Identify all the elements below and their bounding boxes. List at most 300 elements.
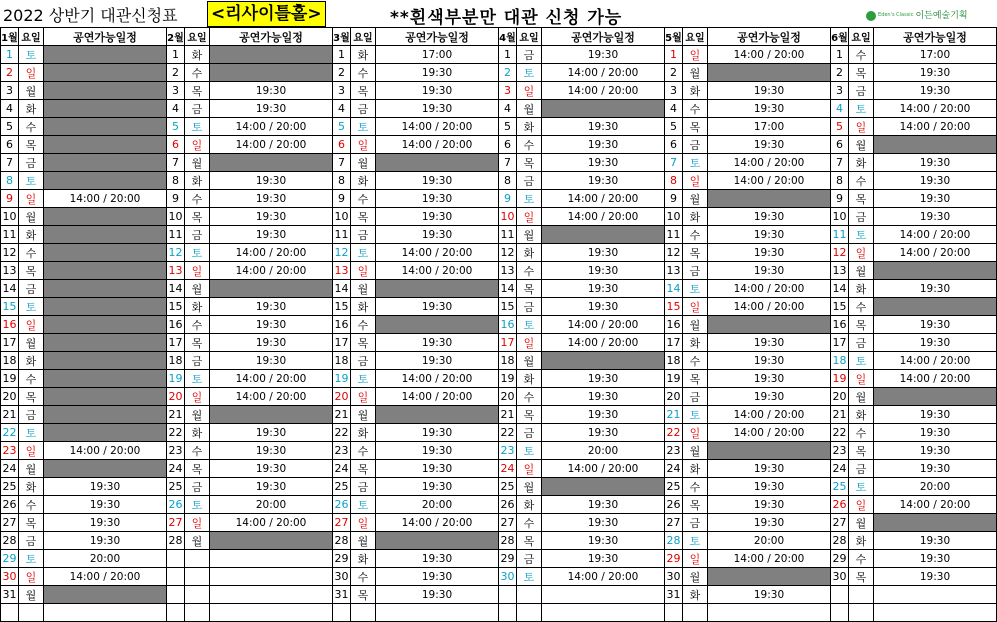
schedule-cell[interactable]: 19:30 bbox=[376, 460, 499, 478]
weekday-cell: 수 bbox=[683, 226, 708, 244]
schedule-cell[interactable]: 14:00 / 20:00 bbox=[542, 190, 665, 208]
schedule-cell[interactable]: 19:30 bbox=[874, 82, 997, 100]
schedule-cell[interactable]: 20:00 bbox=[376, 496, 499, 514]
table-row bbox=[1, 388, 167, 406]
month-3-table bbox=[332, 27, 499, 622]
schedule-cell[interactable]: 14:00 / 20:00 bbox=[376, 262, 499, 280]
table-row bbox=[333, 280, 499, 298]
schedule-cell[interactable]: 19:30 bbox=[542, 406, 665, 424]
schedule-cell[interactable]: 19:30 bbox=[210, 208, 333, 226]
schedule-cell[interactable]: 14:00 / 20:00 bbox=[708, 280, 831, 298]
schedule-cell[interactable]: 14:00 / 20:00 bbox=[44, 190, 167, 208]
schedule-cell[interactable]: 14:00 / 20:00 bbox=[708, 46, 831, 64]
day-number: 27 bbox=[333, 514, 351, 532]
schedule-cell[interactable]: 19:30 bbox=[542, 118, 665, 136]
schedule-cell[interactable]: 19:30 bbox=[542, 550, 665, 568]
schedule-cell[interactable]: 17:00 bbox=[708, 118, 831, 136]
weekday-cell: 화 bbox=[849, 280, 874, 298]
schedule-cell[interactable]: 19:30 bbox=[708, 586, 831, 604]
table-row bbox=[499, 244, 665, 262]
schedule-cell[interactable]: 19:30 bbox=[542, 172, 665, 190]
day-number: 17 bbox=[831, 334, 849, 352]
table-row bbox=[831, 64, 997, 82]
schedule-cell[interactable]: 19:30 bbox=[874, 442, 997, 460]
schedule-cell[interactable]: 14:00 / 20:00 bbox=[376, 244, 499, 262]
schedule-cell[interactable]: 19:30 bbox=[708, 478, 831, 496]
weekday-header: 요일 bbox=[351, 28, 376, 46]
schedule-cell[interactable]: 19:30 bbox=[376, 208, 499, 226]
schedule-cell[interactable]: 14:00 / 20:00 bbox=[542, 64, 665, 82]
table-row bbox=[831, 550, 997, 568]
schedule-cell[interactable]: 20:00 bbox=[210, 496, 333, 514]
schedule-cell[interactable]: 19:30 bbox=[708, 514, 831, 532]
weekday-cell: 월 bbox=[517, 352, 542, 370]
day-number: 7 bbox=[499, 154, 517, 172]
schedule-cell[interactable]: 20:00 bbox=[542, 442, 665, 460]
table-row bbox=[333, 334, 499, 352]
schedule-cell[interactable]: 19:30 bbox=[210, 82, 333, 100]
table-row bbox=[1, 442, 167, 460]
table-row bbox=[167, 460, 333, 478]
weekday-cell: 금 bbox=[351, 100, 376, 118]
weekday-cell: 일 bbox=[517, 460, 542, 478]
month-number: 1 bbox=[1, 33, 9, 44]
schedule-cell[interactable]: 19:30 bbox=[708, 496, 831, 514]
day-number: 19 bbox=[665, 370, 683, 388]
schedule-cell[interactable]: 20:00 bbox=[708, 532, 831, 550]
day-number: 20 bbox=[333, 388, 351, 406]
schedule-cell[interactable]: 14:00 / 20:00 bbox=[376, 388, 499, 406]
schedule-cell[interactable]: 19:30 bbox=[874, 64, 997, 82]
weekday-cell: 화 bbox=[19, 226, 44, 244]
schedule-cell bbox=[376, 604, 499, 622]
schedule-cell[interactable]: 14:00 / 20:00 bbox=[210, 244, 333, 262]
table-row bbox=[831, 118, 997, 136]
schedule-cell[interactable]: 19:30 bbox=[376, 226, 499, 244]
schedule-cell[interactable]: 14:00 / 20:00 bbox=[542, 460, 665, 478]
schedule-cell[interactable]: 19:30 bbox=[874, 424, 997, 442]
blocked-cell bbox=[376, 532, 499, 550]
schedule-cell[interactable]: 19:30 bbox=[44, 478, 167, 496]
schedule-cell[interactable]: 19:30 bbox=[874, 190, 997, 208]
weekday-cell: 토 bbox=[351, 118, 376, 136]
table-row bbox=[167, 442, 333, 460]
table-row bbox=[665, 316, 831, 334]
blocked-cell bbox=[874, 262, 997, 280]
day-number: 26 bbox=[831, 496, 849, 514]
day-number: 25 bbox=[167, 478, 185, 496]
weekday-cell: 목 bbox=[351, 82, 376, 100]
blocked-cell bbox=[44, 208, 167, 226]
blocked-cell bbox=[708, 442, 831, 460]
table-row bbox=[167, 82, 333, 100]
table-row bbox=[1, 298, 167, 316]
weekday-cell: 일 bbox=[19, 316, 44, 334]
schedule-cell[interactable]: 19:30 bbox=[542, 514, 665, 532]
weekday-cell: 일 bbox=[683, 424, 708, 442]
day-number: 23 bbox=[499, 442, 517, 460]
table-row bbox=[1, 532, 167, 550]
schedule-cell[interactable]: 19:30 bbox=[376, 586, 499, 604]
schedule-cell[interactable]: 19:30 bbox=[376, 190, 499, 208]
schedule-cell[interactable]: 14:00 / 20:00 bbox=[210, 136, 333, 154]
weekday-cell: 수 bbox=[683, 352, 708, 370]
day-number: 19 bbox=[333, 370, 351, 388]
header-row bbox=[333, 28, 499, 46]
table-row bbox=[499, 352, 665, 370]
schedule-cell[interactable]: 14:00 / 20:00 bbox=[44, 442, 167, 460]
schedule-cell[interactable]: 14:00 / 20:00 bbox=[874, 352, 997, 370]
blocked-cell bbox=[44, 136, 167, 154]
schedule-cell[interactable]: 19:30 bbox=[44, 496, 167, 514]
table-row bbox=[333, 118, 499, 136]
schedule-cell[interactable]: 14:00 / 20:00 bbox=[210, 370, 333, 388]
table-row bbox=[665, 280, 831, 298]
schedule-cell[interactable]: 19:30 bbox=[874, 154, 997, 172]
weekday-cell: 금 bbox=[19, 280, 44, 298]
schedule-cell[interactable]: 19:30 bbox=[376, 334, 499, 352]
schedule-cell[interactable]: 19:30 bbox=[708, 460, 831, 478]
schedule-cell[interactable]: 19:30 bbox=[210, 352, 333, 370]
schedule-cell[interactable]: 19:30 bbox=[210, 460, 333, 478]
table-row bbox=[831, 190, 997, 208]
schedule-cell[interactable]: 14:00 / 20:00 bbox=[542, 82, 665, 100]
day-number: 9 bbox=[167, 190, 185, 208]
table-row bbox=[333, 388, 499, 406]
schedule-cell[interactable]: 20:00 bbox=[44, 550, 167, 568]
table-row bbox=[167, 298, 333, 316]
day-number: 10 bbox=[333, 208, 351, 226]
weekday-cell bbox=[849, 586, 874, 604]
month-suffix: 월 bbox=[838, 33, 848, 44]
schedule-cell[interactable]: 19:30 bbox=[874, 334, 997, 352]
day-number: 4 bbox=[831, 100, 849, 118]
day-number: 4 bbox=[333, 100, 351, 118]
weekday-cell: 월 bbox=[517, 100, 542, 118]
schedule-cell[interactable]: 19:30 bbox=[874, 280, 997, 298]
weekday-cell: 금 bbox=[19, 406, 44, 424]
table-row bbox=[333, 64, 499, 82]
weekday-cell: 일 bbox=[517, 208, 542, 226]
day-number bbox=[499, 586, 517, 604]
weekday-cell: 일 bbox=[517, 82, 542, 100]
schedule-cell[interactable]: 19:30 bbox=[210, 442, 333, 460]
weekday-cell: 금 bbox=[351, 226, 376, 244]
day-number: 9 bbox=[333, 190, 351, 208]
schedule-cell[interactable]: 19:30 bbox=[210, 424, 333, 442]
day-number: 18 bbox=[333, 352, 351, 370]
schedule-cell[interactable]: 19:30 bbox=[210, 172, 333, 190]
schedule-cell[interactable]: 19:30 bbox=[210, 226, 333, 244]
day-number: 5 bbox=[333, 118, 351, 136]
schedule-cell[interactable]: 19:30 bbox=[542, 280, 665, 298]
table-row bbox=[499, 568, 665, 586]
schedule-cell[interactable]: 19:30 bbox=[708, 82, 831, 100]
table-row bbox=[665, 298, 831, 316]
schedule-cell[interactable]: 19:30 bbox=[874, 208, 997, 226]
table-row bbox=[167, 532, 333, 550]
day-number: 15 bbox=[831, 298, 849, 316]
table-row bbox=[333, 190, 499, 208]
schedule-cell[interactable]: 19:30 bbox=[376, 568, 499, 586]
weekday-cell: 목 bbox=[351, 586, 376, 604]
schedule-cell[interactable]: 14:00 / 20:00 bbox=[210, 514, 333, 532]
weekday-cell: 토 bbox=[185, 496, 210, 514]
table-row bbox=[333, 532, 499, 550]
weekday-cell: 화 bbox=[351, 46, 376, 64]
table-row bbox=[831, 460, 997, 478]
day-number: 3 bbox=[499, 82, 517, 100]
schedule-cell[interactable]: 14:00 / 20:00 bbox=[708, 406, 831, 424]
day-number: 5 bbox=[831, 118, 849, 136]
table-row bbox=[831, 388, 997, 406]
weekday-cell: 목 bbox=[849, 64, 874, 82]
blocked-cell bbox=[542, 352, 665, 370]
schedule-cell[interactable]: 19:30 bbox=[874, 532, 997, 550]
weekday-cell: 화 bbox=[351, 424, 376, 442]
table-row bbox=[665, 208, 831, 226]
schedule-cell[interactable]: 14:00 / 20:00 bbox=[708, 550, 831, 568]
schedule-cell[interactable]: 14:00 / 20:00 bbox=[874, 244, 997, 262]
day-number: 17 bbox=[665, 334, 683, 352]
table-row bbox=[1, 64, 167, 82]
schedule-cell[interactable]: 19:30 bbox=[708, 352, 831, 370]
blocked-cell bbox=[210, 280, 333, 298]
weekday-cell: 금 bbox=[185, 478, 210, 496]
schedule-cell[interactable]: 19:30 bbox=[44, 514, 167, 532]
schedule-cell[interactable]: 14:00 / 20:00 bbox=[210, 388, 333, 406]
schedule-cell[interactable]: 14:00 / 20:00 bbox=[708, 424, 831, 442]
blocked-cell bbox=[376, 280, 499, 298]
schedule-cell[interactable]: 19:30 bbox=[376, 172, 499, 190]
schedule-cell[interactable]: 19:30 bbox=[708, 262, 831, 280]
schedule-cell[interactable]: 19:30 bbox=[874, 568, 997, 586]
day-number bbox=[831, 604, 849, 622]
schedule-cell[interactable]: 19:30 bbox=[210, 100, 333, 118]
schedule-cell[interactable]: 19:30 bbox=[44, 532, 167, 550]
day-number: 8 bbox=[499, 172, 517, 190]
schedule-cell[interactable]: 14:00 / 20:00 bbox=[376, 118, 499, 136]
schedule-cell[interactable]: 19:30 bbox=[542, 388, 665, 406]
schedule-cell[interactable]: 19:30 bbox=[376, 82, 499, 100]
weekday-cell: 수 bbox=[517, 136, 542, 154]
day-number: 6 bbox=[333, 136, 351, 154]
weekday-cell: 목 bbox=[517, 280, 542, 298]
schedule-cell[interactable]: 19:30 bbox=[708, 208, 831, 226]
table-row bbox=[499, 46, 665, 64]
table-row bbox=[1, 514, 167, 532]
schedule-cell[interactable]: 19:30 bbox=[542, 262, 665, 280]
table-row bbox=[333, 352, 499, 370]
schedule-cell[interactable]: 19:30 bbox=[376, 478, 499, 496]
weekday-cell: 토 bbox=[19, 550, 44, 568]
table-row bbox=[333, 424, 499, 442]
table-row bbox=[499, 514, 665, 532]
table-row bbox=[1, 604, 167, 622]
schedule-cell[interactable]: 14:00 / 20:00 bbox=[44, 568, 167, 586]
blocked-cell bbox=[44, 46, 167, 64]
day-number: 5 bbox=[167, 118, 185, 136]
table-row bbox=[167, 316, 333, 334]
table-row bbox=[831, 370, 997, 388]
day-number: 27 bbox=[499, 514, 517, 532]
schedule-cell[interactable]: 14:00 / 20:00 bbox=[210, 118, 333, 136]
weekday-cell: 수 bbox=[849, 424, 874, 442]
schedule-cell[interactable]: 19:30 bbox=[874, 460, 997, 478]
schedule-cell[interactable]: 14:00 / 20:00 bbox=[874, 226, 997, 244]
table-row bbox=[499, 406, 665, 424]
table-row bbox=[831, 316, 997, 334]
table-row bbox=[499, 334, 665, 352]
schedule-cell[interactable]: 19:30 bbox=[874, 406, 997, 424]
day-number bbox=[1, 604, 19, 622]
day-number: 7 bbox=[1, 154, 19, 172]
schedule-cell[interactable]: 20:00 bbox=[874, 478, 997, 496]
weekday-cell: 수 bbox=[517, 388, 542, 406]
weekday-cell: 토 bbox=[683, 406, 708, 424]
weekday-cell: 월 bbox=[351, 280, 376, 298]
schedule-cell bbox=[874, 604, 997, 622]
table-row bbox=[499, 136, 665, 154]
schedule-cell[interactable]: 14:00 / 20:00 bbox=[376, 370, 499, 388]
month-header bbox=[1, 28, 19, 46]
schedule-cell[interactable]: 19:30 bbox=[376, 550, 499, 568]
schedule-cell bbox=[874, 586, 997, 604]
blocked-cell bbox=[874, 136, 997, 154]
schedule-cell[interactable]: 19:30 bbox=[542, 154, 665, 172]
table-row bbox=[167, 550, 333, 568]
schedule-cell[interactable]: 19:30 bbox=[874, 550, 997, 568]
day-number: 27 bbox=[665, 514, 683, 532]
day-number: 10 bbox=[499, 208, 517, 226]
weekday-cell: 월 bbox=[19, 334, 44, 352]
schedule-cell[interactable]: 14:00 / 20:00 bbox=[542, 208, 665, 226]
weekday-cell: 일 bbox=[849, 244, 874, 262]
schedule-cell[interactable]: 19:30 bbox=[376, 298, 499, 316]
weekday-cell bbox=[185, 568, 210, 586]
day-number: 28 bbox=[333, 532, 351, 550]
schedule-cell[interactable]: 19:30 bbox=[708, 136, 831, 154]
day-number: 21 bbox=[499, 406, 517, 424]
schedule-cell[interactable]: 14:00 / 20:00 bbox=[874, 100, 997, 118]
blocked-cell bbox=[44, 100, 167, 118]
weekday-cell: 목 bbox=[19, 262, 44, 280]
schedule-cell[interactable]: 14:00 / 20:00 bbox=[874, 118, 997, 136]
weekday-cell: 수 bbox=[849, 298, 874, 316]
table-row bbox=[665, 262, 831, 280]
weekday-cell: 화 bbox=[517, 496, 542, 514]
schedule-cell[interactable]: 19:30 bbox=[708, 370, 831, 388]
weekday-cell: 토 bbox=[849, 226, 874, 244]
schedule-cell[interactable]: 19:30 bbox=[542, 424, 665, 442]
schedule-cell[interactable]: 19:30 bbox=[542, 244, 665, 262]
day-number: 13 bbox=[831, 262, 849, 280]
schedule-cell[interactable]: 19:30 bbox=[874, 172, 997, 190]
table-row bbox=[499, 190, 665, 208]
schedule-cell[interactable]: 19:30 bbox=[542, 46, 665, 64]
header-row bbox=[499, 28, 665, 46]
schedule-cell[interactable]: 19:30 bbox=[210, 190, 333, 208]
schedule-cell[interactable]: 14:00 / 20:00 bbox=[708, 154, 831, 172]
day-number: 29 bbox=[1, 550, 19, 568]
weekday-cell: 금 bbox=[683, 514, 708, 532]
schedule-cell[interactable]: 19:30 bbox=[376, 352, 499, 370]
schedule-cell[interactable]: 19:30 bbox=[542, 298, 665, 316]
schedule-cell[interactable]: 19:30 bbox=[708, 100, 831, 118]
schedule-cell[interactable]: 14:00 / 20:00 bbox=[376, 514, 499, 532]
weekday-cell: 월 bbox=[185, 406, 210, 424]
schedule-cell[interactable]: 19:30 bbox=[874, 316, 997, 334]
table-row bbox=[831, 136, 997, 154]
table-row bbox=[1, 316, 167, 334]
day-number: 25 bbox=[499, 478, 517, 496]
day-number: 10 bbox=[831, 208, 849, 226]
logo-small-text: Eden's Classic bbox=[878, 12, 914, 18]
day-number: 30 bbox=[831, 568, 849, 586]
schedule-cell[interactable]: 19:30 bbox=[708, 334, 831, 352]
schedule-cell[interactable]: 19:30 bbox=[708, 244, 831, 262]
schedule-cell[interactable]: 19:30 bbox=[376, 442, 499, 460]
schedule-cell[interactable]: 14:00 / 20:00 bbox=[708, 172, 831, 190]
day-number: 9 bbox=[499, 190, 517, 208]
schedule-cell[interactable]: 19:30 bbox=[210, 334, 333, 352]
schedule-cell[interactable]: 14:00 / 20:00 bbox=[210, 262, 333, 280]
day-number: 28 bbox=[665, 532, 683, 550]
schedule-cell[interactable]: 14:00 / 20:00 bbox=[874, 370, 997, 388]
table-row bbox=[831, 424, 997, 442]
weekday-cell: 금 bbox=[351, 352, 376, 370]
schedule-cell[interactable]: 14:00 / 20:00 bbox=[542, 334, 665, 352]
schedule-cell[interactable]: 14:00 / 20:00 bbox=[542, 316, 665, 334]
day-number: 14 bbox=[831, 280, 849, 298]
schedule-cell[interactable]: 19:30 bbox=[542, 532, 665, 550]
header-row bbox=[1, 28, 167, 46]
schedule-cell[interactable]: 19:30 bbox=[210, 478, 333, 496]
schedule-cell[interactable]: 19:30 bbox=[376, 424, 499, 442]
schedule-cell[interactable]: 19:30 bbox=[542, 136, 665, 154]
schedule-cell[interactable]: 19:30 bbox=[542, 370, 665, 388]
schedule-cell[interactable]: 14:00 / 20:00 bbox=[376, 136, 499, 154]
weekday-cell: 화 bbox=[683, 82, 708, 100]
schedule-cell[interactable]: 19:30 bbox=[376, 64, 499, 82]
weekday-cell: 금 bbox=[517, 424, 542, 442]
schedule-cell[interactable]: 19:30 bbox=[210, 298, 333, 316]
day-number: 4 bbox=[665, 100, 683, 118]
schedule-cell[interactable]: 19:30 bbox=[376, 100, 499, 118]
schedule-cell[interactable]: 19:30 bbox=[708, 388, 831, 406]
day-number: 19 bbox=[499, 370, 517, 388]
schedule-cell[interactable]: 17:00 bbox=[874, 46, 997, 64]
schedule-cell bbox=[210, 586, 333, 604]
schedule-cell[interactable]: 19:30 bbox=[210, 316, 333, 334]
schedule-cell[interactable]: 14:00 / 20:00 bbox=[874, 496, 997, 514]
day-number: 6 bbox=[499, 136, 517, 154]
schedule-cell[interactable]: 19:30 bbox=[708, 226, 831, 244]
weekday-cell: 토 bbox=[185, 370, 210, 388]
day-number: 24 bbox=[333, 460, 351, 478]
schedule-cell[interactable]: 14:00 / 20:00 bbox=[542, 568, 665, 586]
day-number: 1 bbox=[167, 46, 185, 64]
schedule-cell[interactable]: 14:00 / 20:00 bbox=[708, 298, 831, 316]
schedule-cell[interactable]: 19:30 bbox=[542, 496, 665, 514]
weekday-cell: 화 bbox=[683, 586, 708, 604]
schedule-cell[interactable]: 17:00 bbox=[376, 46, 499, 64]
table-row bbox=[333, 172, 499, 190]
weekday-cell: 화 bbox=[849, 406, 874, 424]
weekday-cell: 토 bbox=[351, 244, 376, 262]
blocked-cell bbox=[44, 460, 167, 478]
weekday-cell: 일 bbox=[19, 64, 44, 82]
